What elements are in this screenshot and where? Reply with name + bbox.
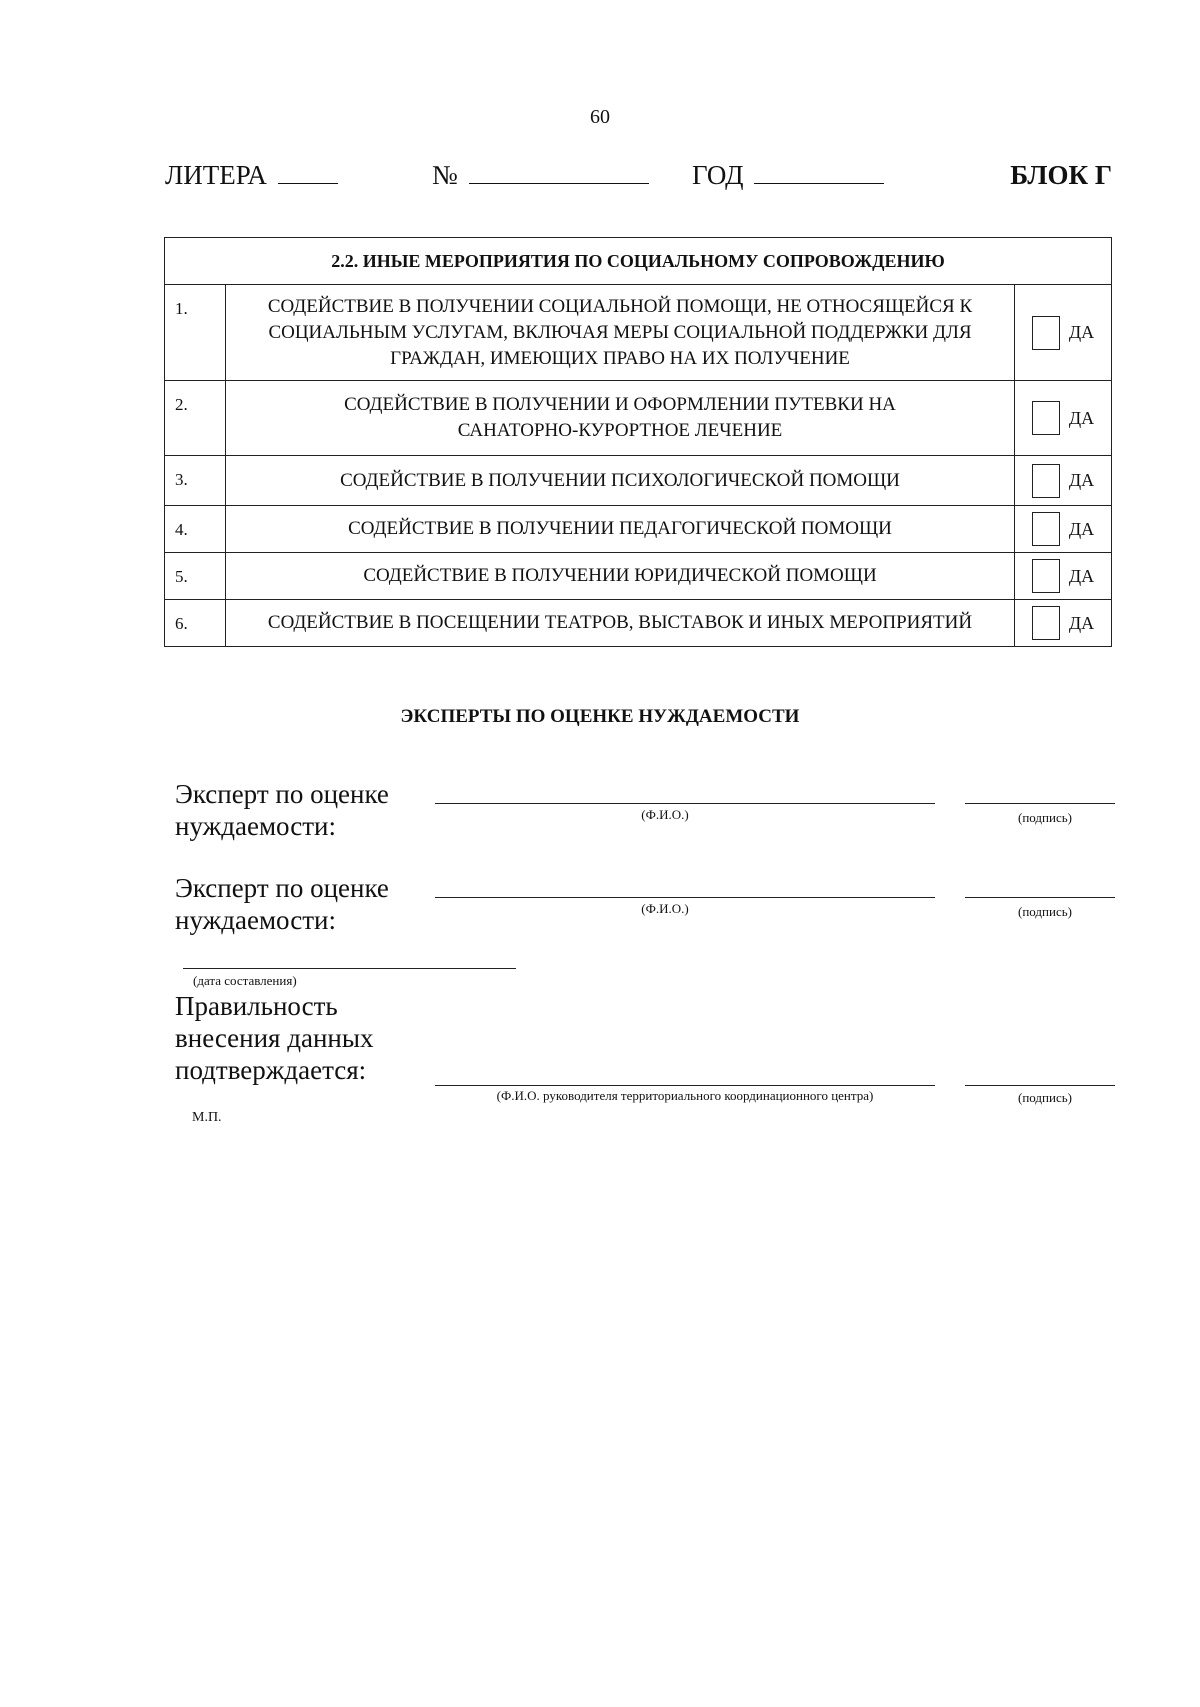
signature-line[interactable] [965, 803, 1115, 804]
experts-title: ЭКСПЕРТЫ ПО ОЦЕНКЕ НУЖДАЕМОСТИ [400, 706, 800, 727]
confirmation-signature [175, 990, 1115, 1105]
yes-label: ДА [1068, 612, 1095, 633]
yes-label: ДА [1068, 322, 1095, 342]
row-number: 4. [165, 506, 226, 553]
table-row [165, 600, 1112, 647]
row-number: 6. [165, 600, 226, 647]
signature-caption: (подпись) [1018, 810, 1072, 825]
fio-line[interactable] [435, 897, 935, 898]
expert-label-line1: Эксперт по оценке [175, 873, 389, 903]
row-check-cell [1015, 456, 1112, 506]
fio-line[interactable] [435, 803, 935, 804]
table-title: 2.2. ИНЫЕ МЕРОПРИЯТИЯ ПО СОЦИАЛЬНОМУ СОПРОВОЖДЕНИЮ [165, 238, 1112, 285]
yes-checkbox[interactable] [1032, 464, 1060, 498]
date-line[interactable] [183, 968, 516, 969]
row-text: СОДЕЙСТВИЕ В ПОЛУЧЕНИИ И ОФОРМЛЕНИИ ПУТЕВКИ НА САНАТОРНО-КУРОРТНОЕ ЛЕЧЕНИЕ [226, 381, 1015, 456]
confirmation-label-line1: Правильность [175, 991, 338, 1021]
row-number: 5. [165, 553, 226, 600]
services-table [164, 237, 1112, 647]
signature-line[interactable] [965, 897, 1115, 898]
confirmation-label-line3: подтверждается: [175, 1055, 367, 1085]
expert-label-line1: Эксперт по оценке [175, 779, 389, 809]
table-row [165, 506, 1112, 553]
expert-label-line2: нуждаемости: [175, 905, 336, 935]
expert-signature-1 [175, 778, 1115, 848]
expert-label-line2: нуждаемости: [175, 811, 336, 841]
confirmation-label [175, 990, 373, 1086]
head-fio-line[interactable] [435, 1085, 935, 1086]
signature-caption: (подпись) [1018, 904, 1072, 919]
table-row [165, 456, 1112, 506]
row-text: СОДЕЙСТВИЕ В ПОСЕЩЕНИИ ТЕАТРОВ, ВЫСТАВОК И ИНЫХ МЕРОПРИЯТИЙ [226, 600, 1015, 647]
table-row [165, 381, 1112, 456]
row-check-cell [1015, 553, 1112, 600]
yes-checkbox[interactable] [1032, 316, 1060, 350]
row-text: СОДЕЙСТВИЕ В ПОЛУЧЕНИИ СОЦИАЛЬНОЙ ПОМОЩИ, НЕ ОТНОСЯЩЕЙСЯ К СОЦИАЛЬНЫМ УСЛУГАМ, ВКЛЮЧАЯ МЕРЫ СОЦИАЛЬНОЙ ПОДДЕРЖКИ ДЛЯ ГРАЖДАН, ИМЕЮЩИХ ПРАВО НА ИХ ПОЛУЧЕНИЕ [226, 285, 1015, 381]
block-label: БЛОК Г [1010, 160, 1112, 190]
expert-label [175, 778, 389, 842]
date-caption: (дата составления) [193, 973, 297, 988]
number-field [432, 160, 649, 191]
form-header [165, 160, 1112, 200]
row-number: 2. [165, 381, 226, 456]
table-row [165, 285, 1112, 381]
fio-caption: (Ф.И.О.) [641, 807, 689, 822]
row-number: 3. [165, 456, 226, 506]
yes-checkbox[interactable] [1032, 401, 1060, 435]
row-text: СОДЕЙСТВИЕ В ПОЛУЧЕНИИ ПСИХОЛОГИЧЕСКОЙ ПОМОЩИ [226, 456, 1015, 506]
table-title-row [165, 238, 1112, 285]
year-label: ГОД [692, 160, 744, 190]
yes-label: ДА [1068, 565, 1095, 586]
expert-signature-2 [175, 872, 1115, 942]
head-fio-caption: (Ф.И.О. руководителя территориального координационного центра) [496, 1088, 874, 1103]
number-label: № [432, 160, 458, 190]
stamp-label: М.П. [192, 1110, 222, 1125]
row-check-cell [1015, 600, 1112, 647]
yes-label: ДА [1068, 407, 1095, 428]
litera-label: ЛИТЕРА [165, 160, 267, 190]
yes-label: ДА [1068, 470, 1095, 490]
number-blank[interactable] [469, 161, 649, 184]
row-text: СОДЕЙСТВИЕ В ПОЛУЧЕНИИ ЮРИДИЧЕСКОЙ ПОМОЩИ [226, 553, 1015, 600]
row-check-cell [1015, 285, 1112, 381]
yes-checkbox[interactable] [1032, 512, 1060, 546]
row-check-cell [1015, 381, 1112, 456]
row-number: 1. [165, 285, 226, 381]
signature-caption: (подпись) [1018, 1090, 1072, 1105]
row-text: СОДЕЙСТВИЕ В ПОЛУЧЕНИИ ПЕДАГОГИЧЕСКОЙ ПОМОЩИ [226, 506, 1015, 553]
table-row [165, 553, 1112, 600]
fio-caption: (Ф.И.О.) [641, 901, 689, 916]
year-field [692, 160, 884, 191]
litera-field [165, 160, 338, 191]
yes-checkbox[interactable] [1032, 606, 1060, 640]
yes-checkbox[interactable] [1032, 559, 1060, 593]
expert-label [175, 872, 389, 936]
year-blank[interactable] [754, 161, 884, 184]
signature-line[interactable] [965, 1085, 1115, 1086]
yes-label: ДА [1068, 518, 1095, 539]
confirmation-label-line2: внесения данных [175, 1023, 374, 1053]
row-check-cell [1015, 506, 1112, 553]
page-number: 60 [590, 106, 610, 128]
litera-blank[interactable] [278, 161, 338, 184]
